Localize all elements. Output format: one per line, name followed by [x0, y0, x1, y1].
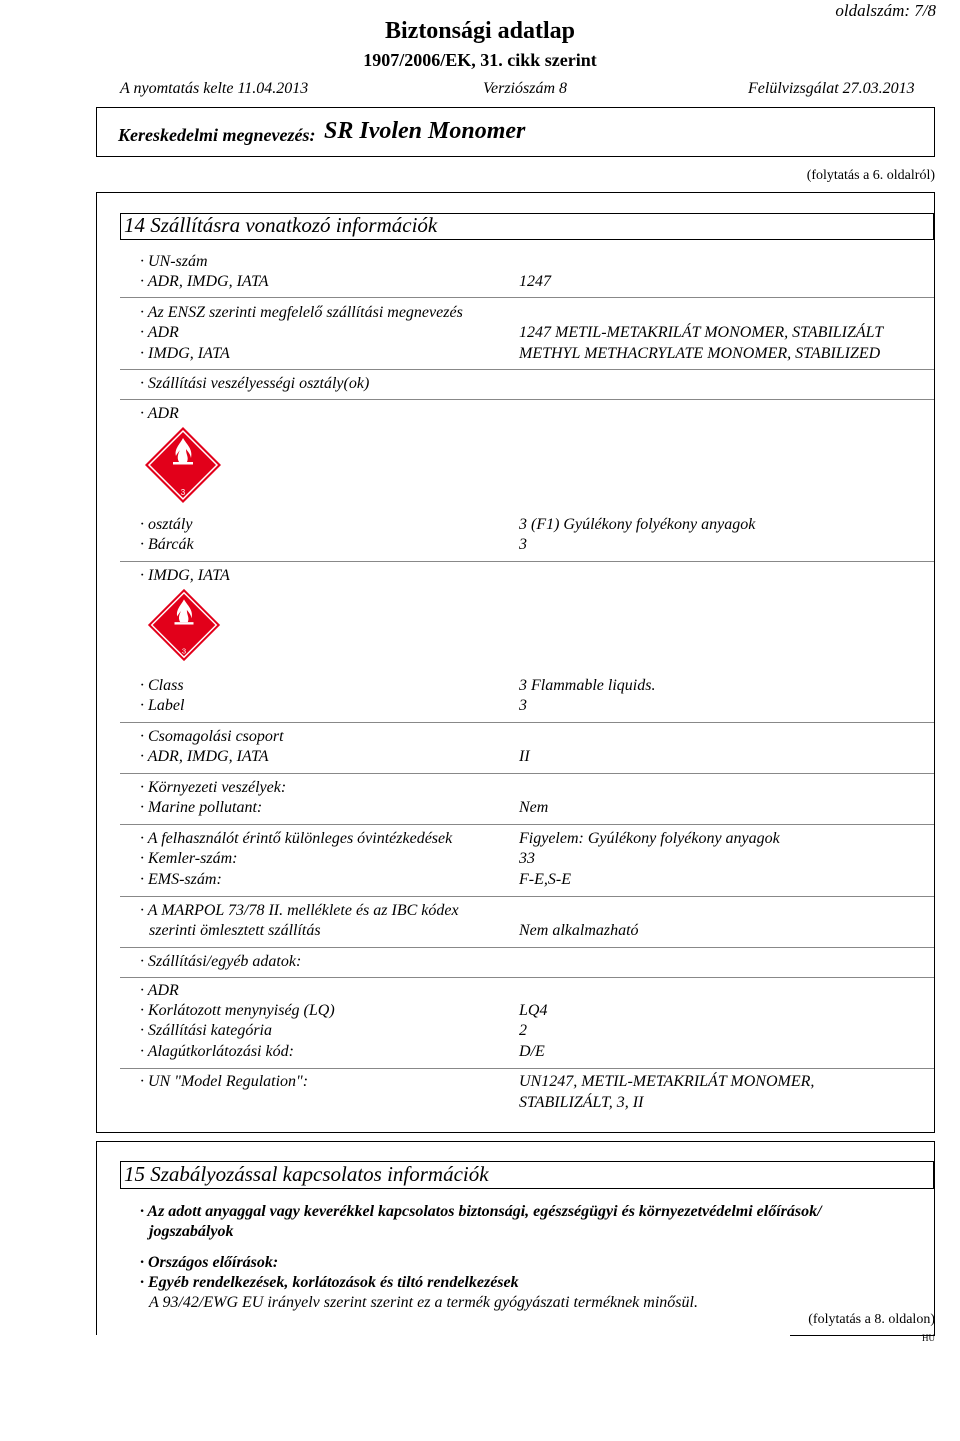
kemler-label: · Kemler-szám: [140, 850, 238, 867]
tunnel-code-label: · Alagútkorlátozási kód: [140, 1043, 294, 1060]
class-value: 3 Flammable liquids. [519, 677, 656, 694]
packing-adr-label: · ADR, IMDG, IATA [140, 748, 269, 765]
packing-adr-value: II [519, 748, 530, 765]
other-transport-label: · Szállítási/egyéb adatok: [140, 953, 302, 970]
svg-text:3: 3 [181, 646, 187, 656]
un-adr-value: 1247 [519, 273, 551, 290]
un-model-label: · UN "Model Regulation": [140, 1073, 309, 1090]
version-number: Verziószám 8 [483, 80, 568, 97]
separator [120, 896, 934, 897]
document-title: Biztonsági adatlap [384, 18, 576, 44]
separator [120, 977, 934, 978]
trade-name-value: SR Ivolen Monomer [324, 118, 526, 144]
separator [120, 561, 934, 562]
limited-quantity-label: · Korlátozott menynyiség (LQ) [140, 1002, 335, 1019]
un-number-label: · UN-szám [140, 253, 208, 270]
continued-to: (folytatás a 8. oldalon) [808, 1312, 935, 1327]
svg-text:3: 3 [180, 488, 186, 497]
separator [120, 297, 934, 298]
regulations-label-continued: jogszabályok [149, 1223, 234, 1240]
national-regulations-label: · Országos előírások: [140, 1254, 279, 1271]
imdg-label: · IMDG, IATA [140, 567, 230, 584]
language-code: HU [922, 1333, 935, 1343]
ems-label: · EMS-szám: [140, 871, 222, 888]
marpol-value: Nem alkalmazható [519, 922, 639, 939]
proper-imdg-label: · IMDG, IATA [140, 345, 230, 362]
limited-quantity-value: LQ4 [519, 1002, 548, 1019]
un-model-value-continued: STABILIZÁLT, 3, II [519, 1094, 644, 1111]
continued-from: (folytatás a 6. oldalról) [806, 168, 935, 183]
proper-adr-label: · ADR [140, 324, 179, 341]
separator [120, 722, 934, 723]
label-label: · Label [140, 697, 185, 714]
kemler-value: 33 [519, 850, 535, 867]
flammable-liquid-placard-icon [143, 425, 223, 505]
regulations-label: · Az adott anyaggal vagy keverékkel kapcsolatos biztonsági, egészségügyi és környezetvédelmi előírások/ [140, 1203, 822, 1220]
print-date: A nyomtatás kelte 11.04.2013 [120, 80, 309, 97]
proper-name-label: · Az ENSZ szerinti megfelelő szállítási megnevezés [140, 304, 463, 321]
marine-pollutant-value: Nem [519, 799, 549, 816]
hazard-class-label: · Szállítási veszélyességi osztály(ok) [140, 375, 370, 392]
separator [120, 369, 934, 370]
barcak-label: · Bárcák [140, 536, 194, 553]
osztaly-value: 3 (F1) Gyúlékony folyékony anyagok [519, 516, 756, 533]
special-precautions-label: · A felhasználót érintő különleges óvintézkedések [140, 830, 453, 847]
tunnel-code-value: D/E [519, 1043, 545, 1060]
proper-imdg-value: METHYL METHACRYLATE MONOMER, STABILIZED [519, 345, 881, 362]
adr-label: · ADR [140, 405, 179, 422]
packing-group-label: · Csomagolási csoport [140, 728, 284, 745]
section-14-title: 14 Szállításra vonatkozó információk [124, 213, 438, 237]
label-value: 3 [519, 697, 527, 714]
separator [120, 824, 934, 825]
footer-rule [790, 1335, 935, 1336]
flammable-liquid-placard-icon [146, 587, 222, 663]
section-15-title: 15 Szabályozással kapcsolatos információk [124, 1162, 489, 1186]
env-hazards-label: · Környezeti veszélyek: [140, 779, 287, 796]
marpol-label: · A MARPOL 73/78 II. melléklete és az IBC kódex [140, 902, 459, 919]
transport-category-label: · Szállítási kategória [140, 1022, 272, 1039]
other-provisions-label: · Egyéb rendelkezések, korlátozások és tiltó rendelkezések [140, 1274, 519, 1291]
directive-text: A 93/42/EWG EU irányelv szerint szerint ez a termék gyógyászati terméknek minősül. [149, 1294, 698, 1311]
un-adr-label: · ADR, IMDG, IATA [140, 273, 269, 290]
separator [120, 773, 934, 774]
marpol-label-continued: szerinti ömlesztett szállítás [149, 922, 321, 939]
page-number: oldalszám: 7/8 [835, 1, 936, 20]
revision-date: Felülvizsgálat 27.03.2013 [748, 80, 915, 97]
special-precautions-value: Figyelem: Gyúlékony folyékony anyagok [519, 830, 780, 847]
marine-pollutant-label: · Marine pollutant: [140, 799, 263, 816]
separator [120, 947, 934, 948]
un-model-value: UN1247, METIL-METAKRILÁT MONOMER, [519, 1073, 815, 1090]
trade-name-label: Kereskedelmi megnevezés: [118, 125, 316, 145]
proper-adr-value: 1247 METIL-METAKRILÁT MONOMER, STABILIZÁLT [519, 324, 884, 341]
ems-value: F-E,S-E [519, 871, 571, 888]
osztaly-label: · osztály [140, 516, 193, 533]
barcak-value: 3 [519, 536, 527, 553]
other-adr-label: · ADR [140, 982, 179, 999]
separator [120, 1068, 934, 1069]
separator [120, 399, 934, 400]
document-subtitle: 1907/2006/EK, 31. cikk szerint [363, 50, 597, 70]
class-label: · Class [140, 677, 184, 694]
transport-category-value: 2 [519, 1022, 527, 1039]
